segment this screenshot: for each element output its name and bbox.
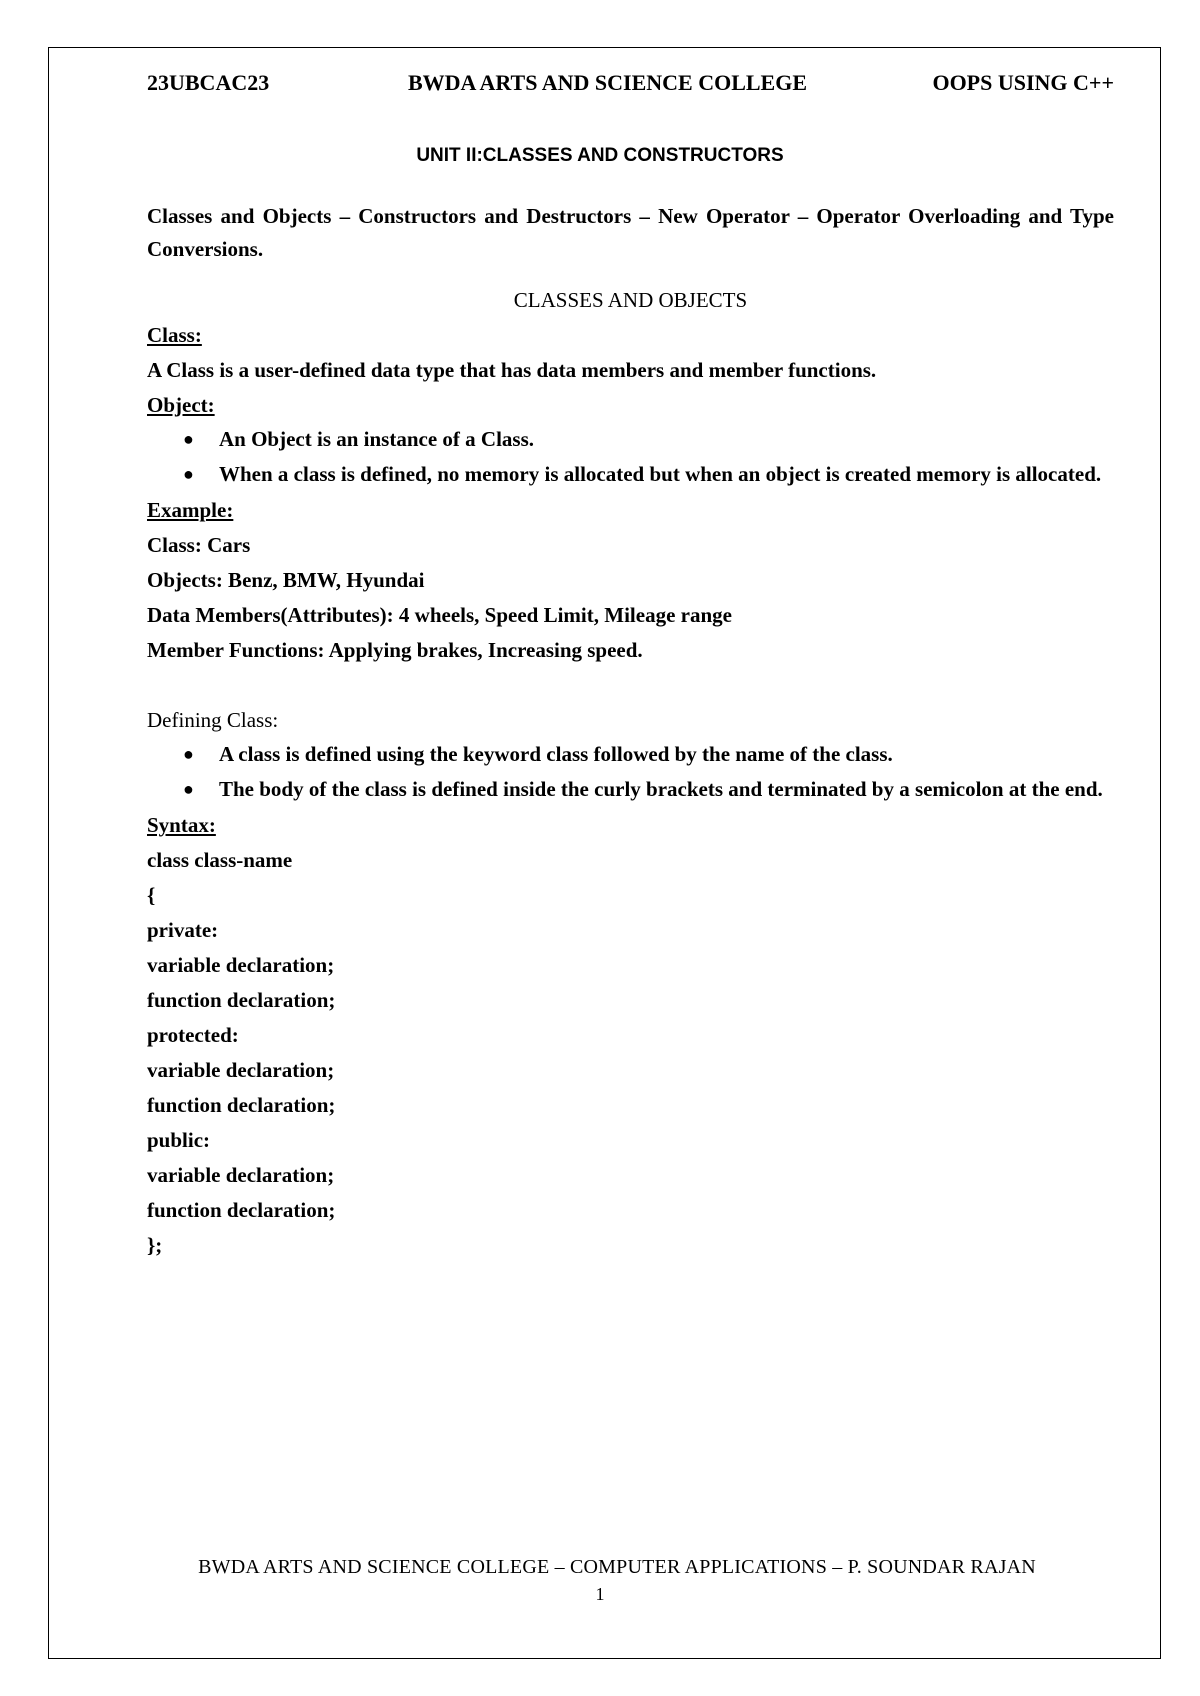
bullet-icon: ● xyxy=(183,464,194,484)
main-content xyxy=(147,200,1114,1263)
syntax-line: public: xyxy=(147,1128,211,1152)
header-subject: OOPS USING C++ xyxy=(932,70,1114,95)
unit-title: UNIT II:CLASSES AND CONSTRUCTORS xyxy=(416,145,784,166)
example-line: Member Functions: Applying brakes, Increasing speed. xyxy=(147,638,643,662)
syntax-line: function declaration; xyxy=(147,988,336,1012)
class-definition: A Class is a user-defined data type that has data members and member functions. xyxy=(147,358,877,382)
page-footer: BWDA ARTS AND SCIENCE COLLEGE – COMPUTER APPLICATIONS – P. SOUNDAR RAJAN xyxy=(198,1556,1036,1578)
list-item-text: A class is defined using the keyword class followed by the name of the class. xyxy=(219,742,893,766)
syntax-line: class class-name xyxy=(147,848,293,872)
syntax-line: function declaration; xyxy=(147,1198,336,1222)
list-item-text: An Object is an instance of a Class. xyxy=(219,427,535,451)
syntax-line: { xyxy=(147,883,156,907)
defining-points-list xyxy=(147,738,1114,805)
page-number: 1 xyxy=(595,1584,605,1604)
example-line: Objects: Benz, BMW, Hyundai xyxy=(147,568,425,592)
example-line: Class: Cars xyxy=(147,533,251,557)
syntax-line: variable declaration; xyxy=(147,953,335,977)
syntax-heading: Syntax: xyxy=(147,813,216,837)
defining-class-heading: Defining Class: xyxy=(147,708,279,732)
list-item xyxy=(183,773,1114,805)
syntax-line: variable declaration; xyxy=(147,1058,335,1082)
list-item-text: When a class is defined, no memory is allocated but when an object is created memory is allocated. xyxy=(219,462,1102,486)
list-item xyxy=(183,458,1114,490)
spacer xyxy=(147,668,1114,703)
list-item xyxy=(183,738,1114,770)
section-title: CLASSES AND OBJECTS xyxy=(513,288,748,312)
bullet-icon: ● xyxy=(183,744,194,764)
syntax-line: function declaration; xyxy=(147,1093,336,1117)
example-line: Data Members(Attributes): 4 wheels, Speed Limit, Mileage range xyxy=(147,603,732,627)
syntax-line: protected: xyxy=(147,1023,239,1047)
page-header xyxy=(147,70,1114,102)
list-item xyxy=(183,423,1114,455)
header-college-name: BWDA ARTS AND SCIENCE COLLEGE xyxy=(408,70,807,95)
syntax-line: private: xyxy=(147,918,219,942)
object-points-list xyxy=(147,423,1114,490)
course-code: 23UBCAC23 xyxy=(147,70,270,95)
object-heading: Object: xyxy=(147,393,215,417)
bullet-icon: ● xyxy=(183,429,194,449)
syllabus-topics: Classes and Objects – Constructors and Destructors – New Operator – Operator Overloading and Type Conversions. xyxy=(147,204,1114,261)
bullet-icon: ● xyxy=(183,779,194,799)
list-item-text: The body of the class is defined inside the curly brackets and terminated by a semicolon at the end. xyxy=(219,777,1103,801)
class-heading: Class: xyxy=(147,323,202,347)
example-heading: Example: xyxy=(147,498,234,522)
syntax-line: }; xyxy=(147,1233,163,1257)
syntax-line: variable declaration; xyxy=(147,1163,335,1187)
